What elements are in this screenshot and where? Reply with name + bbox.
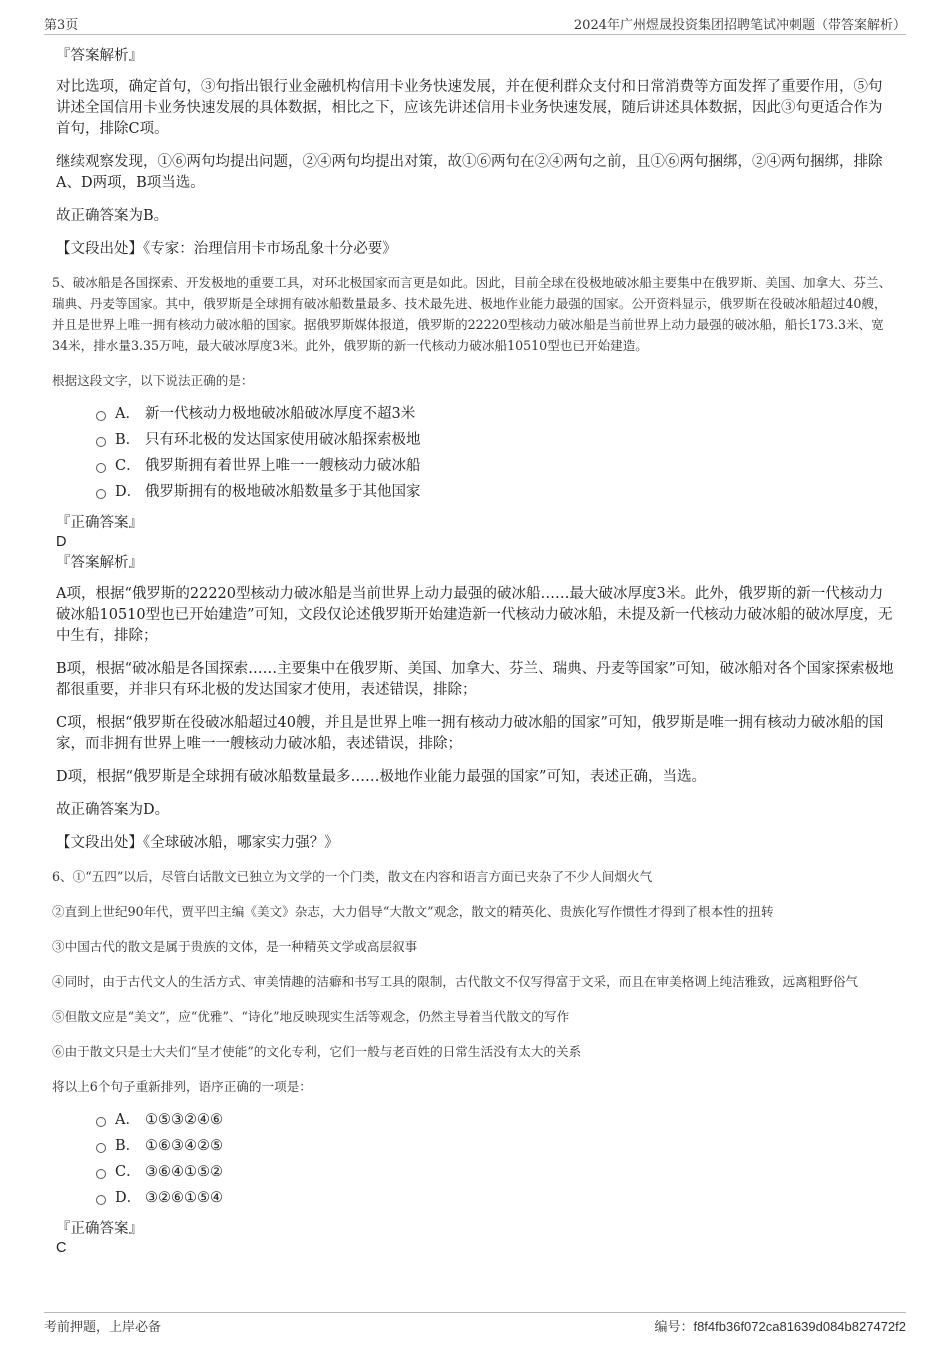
option-b[interactable]: B． 只有环北极的发达国家使用破冰船探索极地 bbox=[96, 427, 896, 453]
option-d[interactable]: D． 俄罗斯拥有的极地破冰船数量多于其他国家 bbox=[96, 479, 896, 505]
document-title: 2024年广州煜晟投资集团招聘笔试冲刺题（带答案解析） bbox=[573, 18, 906, 33]
option-a[interactable]: A． 新一代核动力极地破冰船破冰厚度不超3米 bbox=[96, 401, 896, 427]
analysis-paragraph: D项，根据“俄罗斯是全球拥有破冰船数量最多……极地作业能力最强的国家”可知，表述正确，当选。 bbox=[56, 769, 706, 785]
page-header bbox=[44, 12, 906, 35]
question-sentence: ②直到上世纪90年代，贾平凹主编《美文》杂志，大力倡导“大散文”观念，散文的精英化、贵族化写作惯性才得到了根本性的扭转 bbox=[52, 904, 774, 919]
option-c[interactable]: C． ③⑥④①⑤② bbox=[96, 1159, 896, 1185]
correct-answer: C bbox=[56, 1240, 67, 1256]
correct-answer: D bbox=[56, 534, 67, 550]
option-b[interactable]: B． ①⑥③④②⑤ bbox=[96, 1133, 896, 1159]
page-content bbox=[52, 46, 896, 1259]
correct-answer-label: 『正确答案』 bbox=[56, 515, 143, 531]
analysis-paragraph: B项，根据“破冰船是各国探索……主要集中在俄罗斯、美国、加拿大、芬兰、瑞典、丹麦等国家”可知，破冰船对各个国家探索极地都很重要，并非只有环北极的发达国家才使用，表述错误，排除； bbox=[56, 661, 894, 698]
page-number: 第3页 bbox=[44, 18, 79, 33]
correct-answer-label: 『正确答案』 bbox=[56, 1221, 143, 1237]
option-list bbox=[96, 1107, 896, 1211]
radio-icon[interactable] bbox=[96, 1117, 106, 1127]
radio-icon[interactable] bbox=[96, 411, 106, 421]
option-c[interactable]: C． 俄罗斯拥有着世界上唯一一艘核动力破冰船 bbox=[96, 453, 896, 479]
question-sentence: 6、①“五四”以后，尽管白话散文已独立为文学的一个门类，散文在内容和语言方面已夹杂了不少人间烟火气 bbox=[52, 869, 653, 884]
option-list bbox=[96, 401, 896, 505]
radio-icon[interactable] bbox=[96, 463, 106, 473]
question-sentence: ⑤但散文应是“美文”，应“优雅”、“诗化”地反映现实生活等观念，仍然主导着当代散文的写作 bbox=[52, 1009, 570, 1024]
question-sentence: ⑥由于散文只是士大夫们“呈才使能”的文化专利，它们一般与老百姓的日常生活没有太大的关系 bbox=[52, 1044, 582, 1059]
option-a[interactable]: A． ①⑤③②④⑥ bbox=[96, 1107, 896, 1133]
passage-source: 【文段出处】《专家：治理信用卡市场乱象十分必要》 bbox=[56, 241, 397, 257]
answer-analysis-label: 『答案解析』 bbox=[56, 555, 143, 571]
radio-icon[interactable] bbox=[96, 1143, 106, 1153]
footer-slogan: 考前押题，上岸必备 bbox=[44, 1320, 162, 1335]
question-prompt: 将以上6个句子重新排列，语序正确的一项是： bbox=[52, 1079, 312, 1094]
radio-icon[interactable] bbox=[96, 1195, 106, 1205]
document-code: 编号：f8f4fb36f072ca81639d084b827472f2 bbox=[654, 1319, 906, 1334]
option-d[interactable]: D． ③②⑥①⑤④ bbox=[96, 1185, 896, 1211]
analysis-conclusion: 故正确答案为D。 bbox=[56, 802, 170, 818]
analysis-paragraph: 继续观察发现，①⑥两句均提出问题，②④两句均提出对策，故①⑥两句在②④两句之前，且①⑥两句捆绑，②④两句捆绑，排除A、D两项，B项当选。 bbox=[56, 154, 883, 191]
question-stem: 5、破冰船是各国探索、开发极地的重要工具，对环北极国家而言更是如此。因此，目前全球在役极地破冰船主要集中在俄罗斯、美国、加拿大、芬兰、瑞典、丹麦等国家。其中，俄罗斯是全球拥有破冰船数量最多、技术最先进、极地作业能力最强的国家。公开资料显示，俄罗斯在役破冰船超过40艘，并且是世界上唯一拥有核动力破冰船的国家。据俄罗斯媒体报道，俄罗斯的22220型核动力破冰船是当前世界上动力最强的破冰船，船长173.3米、宽34米，排水量3.35万吨，最大破冰厚度3米。此外，俄罗斯的新一代核动力破冰船10510型也已开始建造。 bbox=[52, 275, 892, 353]
question-sentence: ④同时，由于古代文人的生活方式、审美情趣的洁癖和书写工具的限制，古代散文不仅写得富于文采，而且在审美格调上纯洁雅致，远离粗野俗气 bbox=[52, 974, 858, 989]
analysis-paragraph: A项，根据“俄罗斯的22220型核动力破冰船是当前世界上动力最强的破冰船……最大破冰厚度3米。此外，俄罗斯的新一代核动力破冰船10510型也已开始建造”可知，文段仅论述俄罗斯开始建造新一代核动力破冰船，未提及新一代核动力破冰船的破冰厚度，无中生有，排除； bbox=[56, 586, 893, 644]
radio-icon[interactable] bbox=[96, 437, 106, 447]
question-prompt: 根据这段文字，以下说法正确的是： bbox=[52, 373, 254, 388]
question-sentence: ③中国古代的散文是属于贵族的文体，是一种精英文学或高层叙事 bbox=[52, 939, 418, 954]
radio-icon[interactable] bbox=[96, 1169, 106, 1179]
page-footer bbox=[44, 1312, 906, 1333]
passage-source: 【文段出处】《全球破冰船，哪家实力强？》 bbox=[56, 835, 339, 851]
analysis-paragraph: C项，根据“俄罗斯在役破冰船超过40艘，并且是世界上唯一拥有核动力破冰船的国家”可知，俄罗斯是唯一拥有核动力破冰船的国家，而非拥有世界上唯一一艘核动力破冰船，表述错误，排除； bbox=[56, 715, 884, 752]
analysis-paragraph: 对比选项，确定首句，③句指出银行业金融机构信用卡业务快速发展，并在便利群众支付和日常消费等方面发挥了重要作用，⑤句讲述全国信用卡业务快速发展的具体数据，相比之下，应该先讲述信用卡业务快速发展，随后讲述具体数据，因此③句更适合作为首句，排除C项。 bbox=[56, 79, 883, 137]
answer-analysis-label: 『答案解析』 bbox=[56, 48, 143, 64]
radio-icon[interactable] bbox=[96, 489, 106, 499]
analysis-conclusion: 故正确答案为B。 bbox=[56, 208, 169, 224]
